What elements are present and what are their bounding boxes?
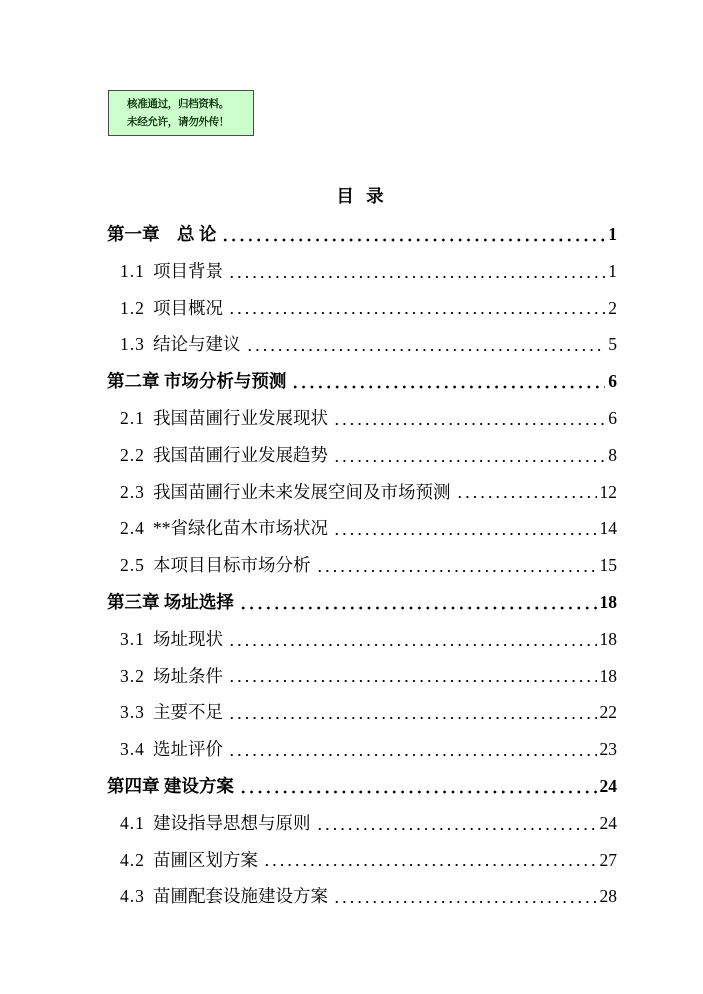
toc-page-number: 1 <box>608 260 617 281</box>
toc-title: 目 录 <box>336 186 388 206</box>
toc-entry-section-2-4 <box>107 510 617 547</box>
toc-entry-section-3-1 <box>107 621 617 658</box>
toc-section-number: 1.3 <box>120 334 145 355</box>
toc-page-number: 22 <box>599 702 617 723</box>
toc-entry-title: 第二章 市场分析与预测 <box>107 371 287 392</box>
toc-entry-section-1-2 <box>107 290 617 327</box>
toc-leader-dots <box>239 790 597 794</box>
toc-entry-title: 项目背景 <box>153 260 223 281</box>
toc-page-number: 5 <box>608 334 617 355</box>
toc-page-number: 28 <box>599 886 617 907</box>
toc-entry-section-4-1 <box>107 805 617 842</box>
toc-section-number: 2.5 <box>120 555 145 576</box>
toc-entry-section-3-4 <box>107 731 617 768</box>
toc-page-number: 18 <box>599 665 617 686</box>
toc-section-number: 4.1 <box>120 812 145 833</box>
toc-entry-section-2-5 <box>107 547 617 584</box>
table-of-contents <box>107 216 617 915</box>
toc-entry-title: 主要不足 <box>153 702 223 723</box>
stamp-line-approved: 核准通过，归档资料。 <box>127 99 229 110</box>
toc-leader-dots <box>228 275 605 279</box>
toc-leader-dots <box>291 385 605 389</box>
toc-page-number: 6 <box>608 407 617 428</box>
toc-section-number: 4.3 <box>120 886 145 907</box>
toc-leader-dots <box>228 643 597 647</box>
toc-leader-dots <box>221 238 605 242</box>
toc-entry-title: 场址现状 <box>153 628 223 649</box>
toc-entry-title: 我国苗圃行业未来发展空间及市场预测 <box>153 481 451 502</box>
toc-section-number: 1.2 <box>120 297 145 318</box>
toc-entry-title: 苗圃区划方案 <box>153 849 258 870</box>
toc-section-number: 2.3 <box>120 481 145 502</box>
toc-entry-section-2-3 <box>107 474 617 511</box>
toc-leader-dots <box>239 606 597 610</box>
toc-entry-chapter-2 <box>107 363 617 400</box>
toc-entry-section-1-3 <box>107 326 617 363</box>
toc-entry-section-4-3 <box>107 878 617 915</box>
toc-entry-title: 我国苗圃行业发展现状 <box>153 407 328 428</box>
toc-entry-section-3-3 <box>107 694 617 731</box>
toc-section-number: 4.2 <box>120 849 145 870</box>
toc-leader-dots <box>228 716 597 720</box>
toc-page-number: 27 <box>599 849 617 870</box>
toc-section-number: 3.1 <box>120 628 145 649</box>
toc-section-number: 2.2 <box>120 444 145 465</box>
toc-entry-chapter-1 <box>107 216 617 253</box>
toc-entry-section-2-2 <box>107 437 617 474</box>
toc-leader-dots <box>316 569 597 573</box>
toc-page-number: 6 <box>608 371 617 392</box>
toc-page-number: 8 <box>608 444 617 465</box>
toc-page-number: 24 <box>599 812 617 833</box>
toc-entry-title: 场址条件 <box>153 665 223 686</box>
toc-leader-dots <box>333 422 605 426</box>
toc-leader-dots <box>333 532 597 536</box>
toc-page-number: 14 <box>599 518 617 539</box>
toc-entry-title: 第四章 建设方案 <box>107 775 234 796</box>
toc-section-number: 3.2 <box>120 665 145 686</box>
toc-entry-title: 建设指导思想与原则 <box>153 812 311 833</box>
toc-section-number: 1.1 <box>120 260 145 281</box>
toc-entry-title: 第一章 总 论 <box>107 224 217 244</box>
toc-entry-title: 本项目目标市场分析 <box>153 555 311 576</box>
toc-page-number: 1 <box>608 224 617 244</box>
toc-entry-title: 结论与建议 <box>153 334 241 355</box>
stamp-line-confidential: 未经允许，请勿外传！ <box>127 117 229 128</box>
toc-section-number: 3.4 <box>120 739 145 760</box>
toc-section-number: 2.4 <box>120 518 145 539</box>
toc-entry-section-1-1 <box>107 253 617 290</box>
toc-entry-title: **省绿化苗木市场状况 <box>153 518 328 539</box>
approval-stamp <box>108 90 254 136</box>
toc-leader-dots <box>333 900 597 904</box>
toc-page-number: 12 <box>599 481 617 502</box>
toc-page-number: 24 <box>599 775 617 796</box>
toc-entry-chapter-3 <box>107 584 617 621</box>
toc-entry-section-2-1 <box>107 400 617 437</box>
toc-leader-dots <box>228 311 605 315</box>
toc-leader-dots <box>316 827 597 831</box>
toc-entry-title: 苗圃配套设施建设方案 <box>153 886 328 907</box>
toc-entry-section-4-2 <box>107 842 617 879</box>
toc-entry-title: 选址评价 <box>153 739 223 760</box>
toc-page-number: 23 <box>599 739 617 760</box>
toc-entry-title: 项目概况 <box>153 297 223 318</box>
toc-page-number: 2 <box>608 297 617 318</box>
toc-page-number: 15 <box>599 555 617 576</box>
toc-page-number: 18 <box>599 628 617 649</box>
toc-leader-dots <box>263 863 597 867</box>
toc-entry-title: 第三章 场址选择 <box>107 591 234 612</box>
toc-leader-dots <box>333 459 605 463</box>
toc-entry-chapter-4 <box>107 768 617 805</box>
toc-section-number: 3.3 <box>120 702 145 723</box>
toc-leader-dots <box>228 753 597 757</box>
toc-page-number: 18 <box>599 591 617 612</box>
toc-entry-title: 我国苗圃行业发展趋势 <box>153 444 328 465</box>
toc-leader-dots <box>228 679 597 683</box>
toc-leader-dots <box>246 348 606 352</box>
toc-leader-dots <box>456 495 597 499</box>
toc-entry-section-3-2 <box>107 658 617 695</box>
toc-section-number: 2.1 <box>120 407 145 428</box>
